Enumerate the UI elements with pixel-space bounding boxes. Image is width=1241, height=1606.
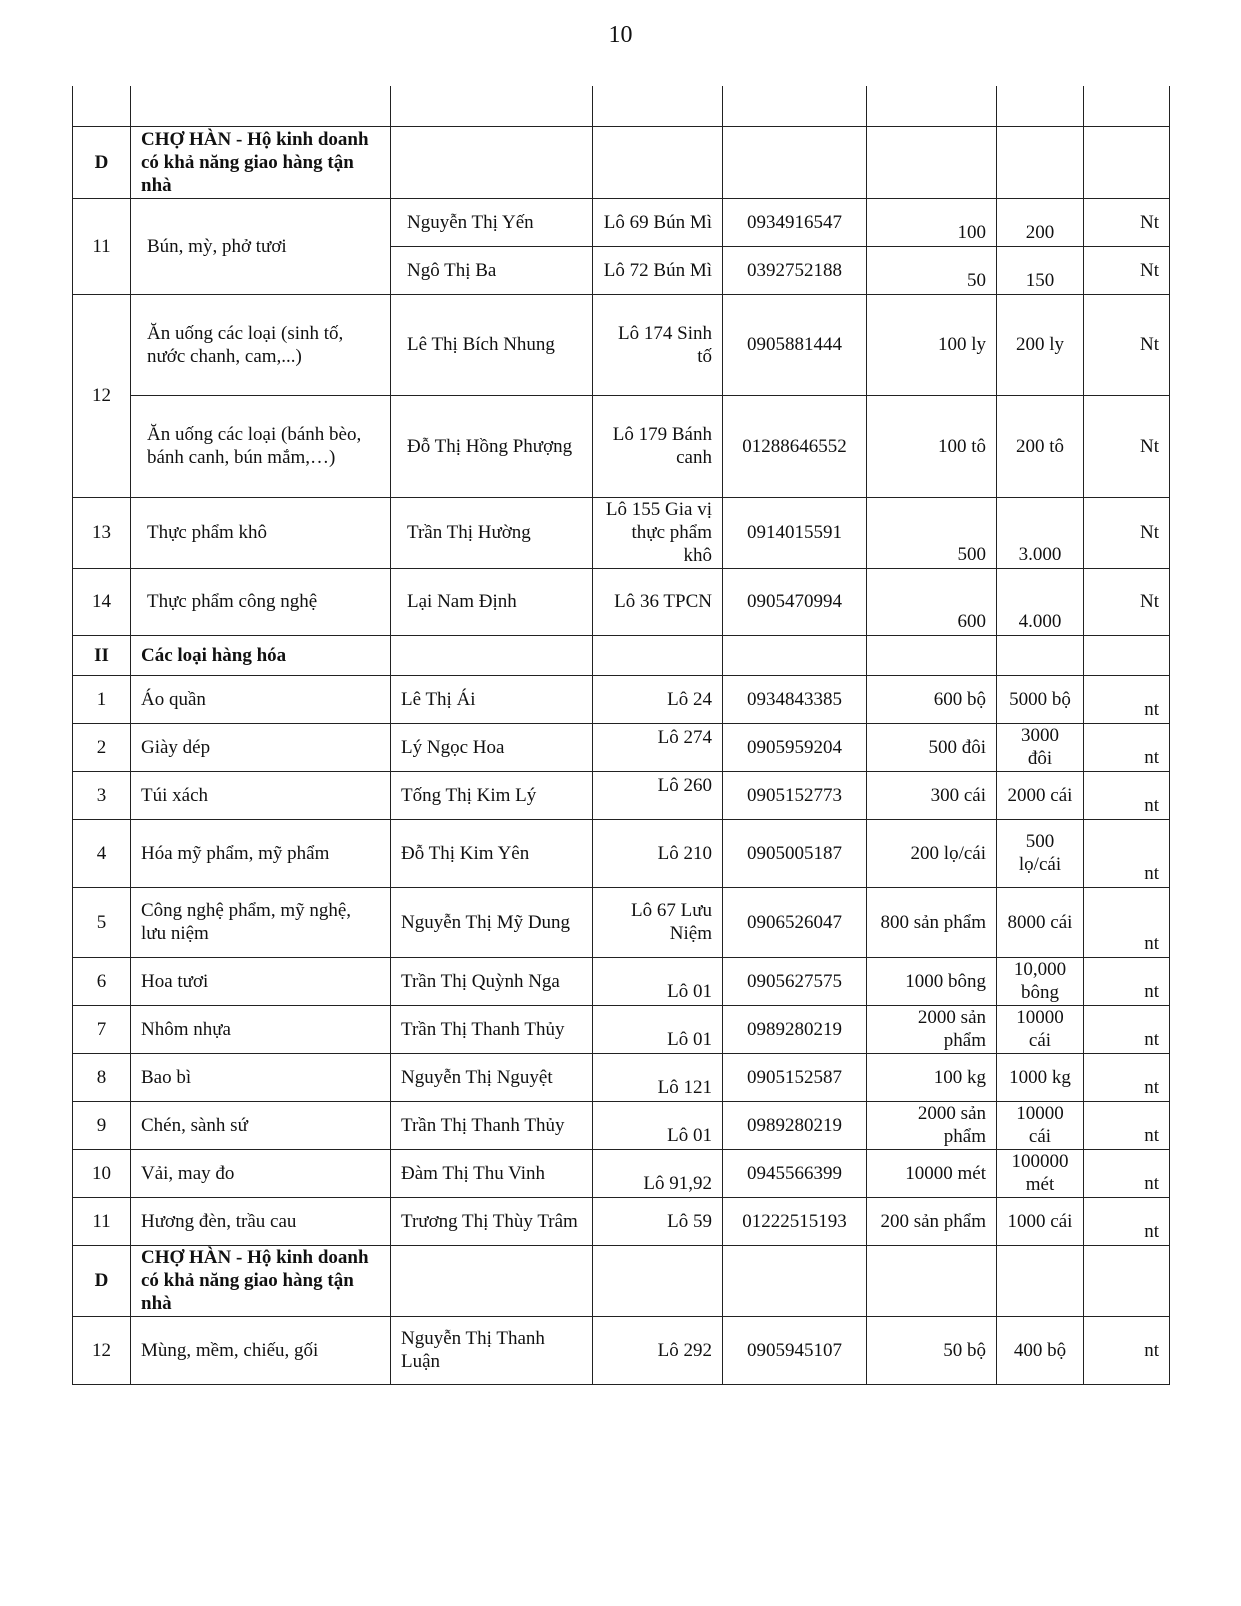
owner-name: Nguyễn Thị Mỹ Dung	[391, 887, 593, 957]
row-number: 1	[73, 675, 131, 723]
note-cell: nt	[1084, 1149, 1170, 1197]
phone-cell: 0905959204	[723, 723, 867, 771]
row-number: 9	[73, 1101, 131, 1149]
row-number: 12	[73, 1316, 131, 1384]
note-cell: nt	[1084, 819, 1170, 887]
owner-name: Tống Thị Kim Lý	[391, 771, 593, 819]
blank-cell	[1084, 126, 1170, 198]
section-title: CHỢ HÀN - Hộ kinh doanh có khả năng giao hàng tận nhà	[131, 126, 391, 198]
lot-cell: Lô 01	[593, 1101, 723, 1149]
table-row	[73, 568, 1170, 635]
owner-name: Nguyễn Thị Thanh Luận	[391, 1316, 593, 1384]
row-number: 6	[73, 957, 131, 1005]
product-cell: Áo quần	[131, 675, 391, 723]
phone-cell: 01222515193	[723, 1197, 867, 1245]
owner-name: Lê Thị Ái	[391, 675, 593, 723]
blank-cell	[723, 635, 867, 675]
note-cell: nt	[1084, 771, 1170, 819]
blank-cell	[391, 635, 593, 675]
goods-rows	[73, 675, 1170, 1245]
qty-normal: 10000 mét	[867, 1149, 997, 1197]
lot-cell: Lô 274	[593, 723, 723, 771]
table-row	[73, 723, 1170, 771]
product-cell: Ăn uống các loại (bánh bèo, bánh canh, bún mắm,…)	[131, 395, 391, 497]
note-cell: nt	[1084, 1053, 1170, 1101]
owner-name: Nguyễn Thị Nguyệt	[391, 1053, 593, 1101]
blank-cell	[593, 126, 723, 198]
product-cell: Mùng, mềm, chiếu, gối	[131, 1316, 391, 1384]
qty-max: 8000 cái	[997, 887, 1084, 957]
product-cell: Hóa mỹ phẩm, mỹ phẩm	[131, 819, 391, 887]
table-row	[73, 771, 1170, 819]
product-cell: Bún, mỳ, phở tươi	[131, 198, 391, 294]
table-row	[73, 819, 1170, 887]
qty-normal: 600 bộ	[867, 675, 997, 723]
blank-cell	[867, 126, 997, 198]
blank-cell	[997, 635, 1084, 675]
lot-cell: Lô 59	[593, 1197, 723, 1245]
qty-max: 5000 bộ	[997, 675, 1084, 723]
blank-cell	[391, 126, 593, 198]
qty-max: 150	[997, 246, 1084, 294]
phone-cell: 01288646552	[723, 395, 867, 497]
qty-normal: 2000 sản phẩm	[867, 1101, 997, 1149]
qty-max: 200 tô	[997, 395, 1084, 497]
lot-cell: Lô 155 Gia vị thực phẩm khô	[593, 497, 723, 568]
table-row	[73, 1149, 1170, 1197]
business-table	[72, 86, 1170, 1385]
lot-cell: Lô 72 Bún Mì	[593, 246, 723, 294]
lot-cell: Lô 67 Lưu Niệm	[593, 887, 723, 957]
note-cell: nt	[1084, 1316, 1170, 1384]
section-title: CHỢ HÀN - Hộ kinh doanh có khả năng giao hàng tận nhà	[131, 1245, 391, 1316]
row-number: 7	[73, 1005, 131, 1053]
row-number: 2	[73, 723, 131, 771]
lot-cell: Lô 210	[593, 819, 723, 887]
phone-cell: 0392752188	[723, 246, 867, 294]
note-cell: Nt	[1084, 395, 1170, 497]
qty-normal: 50	[867, 246, 997, 294]
qty-max: 1000 cái	[997, 1197, 1084, 1245]
owner-name: Đàm Thị Thu Vinh	[391, 1149, 593, 1197]
lot-cell: Lô 121	[593, 1053, 723, 1101]
owner-name: Trần Thị Hường	[391, 497, 593, 568]
blank-cell	[867, 635, 997, 675]
product-cell: Vải, may đo	[131, 1149, 391, 1197]
owner-name: Lý Ngọc Hoa	[391, 723, 593, 771]
blank-cell	[997, 126, 1084, 198]
blank-cell	[1084, 635, 1170, 675]
owner-name: Trương Thị Thùy Trâm	[391, 1197, 593, 1245]
blank-cell	[867, 86, 997, 126]
qty-normal: 1000 bông	[867, 957, 997, 1005]
owner-name: Ngô Thị Ba	[391, 246, 593, 294]
phone-cell: 0905627575	[723, 957, 867, 1005]
product-cell: Nhôm nhựa	[131, 1005, 391, 1053]
lot-cell: Lô 24	[593, 675, 723, 723]
section-code: D	[73, 1245, 131, 1316]
row-number: 4	[73, 819, 131, 887]
qty-max: 2000 cái	[997, 771, 1084, 819]
product-cell: Hoa tươi	[131, 957, 391, 1005]
table-row	[73, 294, 1170, 395]
section-title: Các loại hàng hóa	[131, 635, 391, 675]
table-row	[73, 395, 1170, 497]
blank-cell	[73, 86, 131, 126]
table-row	[73, 1101, 1170, 1149]
table-row	[73, 1197, 1170, 1245]
table-row	[73, 497, 1170, 568]
blank-cell	[723, 126, 867, 198]
lot-cell: Lô 260	[593, 771, 723, 819]
note-cell: nt	[1084, 957, 1170, 1005]
table-row-top-blank	[73, 86, 1170, 126]
qty-normal: 500 đôi	[867, 723, 997, 771]
phone-cell: 0905881444	[723, 294, 867, 395]
note-cell: Nt	[1084, 246, 1170, 294]
qty-max: 3000 đôi	[997, 723, 1084, 771]
blank-cell	[593, 86, 723, 126]
table-row	[73, 675, 1170, 723]
lot-cell: Lô 36 TPCN	[593, 568, 723, 635]
qty-normal: 800 sản phẩm	[867, 887, 997, 957]
page-number: 10	[608, 22, 633, 48]
note-cell: nt	[1084, 1005, 1170, 1053]
qty-max: 10000 cái	[997, 1101, 1084, 1149]
phone-cell: 0989280219	[723, 1005, 867, 1053]
table-row-section-d	[73, 126, 1170, 198]
row-number: 3	[73, 771, 131, 819]
section-code: II	[73, 635, 131, 675]
note-cell: Nt	[1084, 198, 1170, 246]
qty-normal: 300 cái	[867, 771, 997, 819]
table-row-section-ii	[73, 635, 1170, 675]
product-cell: Bao bì	[131, 1053, 391, 1101]
product-cell: Hương đèn, trầu cau	[131, 1197, 391, 1245]
blank-cell	[723, 1245, 867, 1316]
blank-cell	[391, 86, 593, 126]
note-cell: nt	[1084, 1197, 1170, 1245]
row-number: 8	[73, 1053, 131, 1101]
table-row	[73, 198, 1170, 246]
owner-name: Trần Thị Thanh Thủy	[391, 1101, 593, 1149]
qty-max: 10000 cái	[997, 1005, 1084, 1053]
note-cell: nt	[1084, 675, 1170, 723]
qty-max: 1000 kg	[997, 1053, 1084, 1101]
phone-cell: 0989280219	[723, 1101, 867, 1149]
lot-cell: Lô 01	[593, 957, 723, 1005]
table-row	[73, 1316, 1170, 1384]
qty-normal: 100 tô	[867, 395, 997, 497]
owner-name: Đỗ Thị Kim Yên	[391, 819, 593, 887]
owner-name: Đỗ Thị Hồng Phượng	[391, 395, 593, 497]
qty-normal: 600	[867, 568, 997, 635]
row-number: 14	[73, 568, 131, 635]
lot-cell: Lô 179 Bánh canh	[593, 395, 723, 497]
note-cell: Nt	[1084, 294, 1170, 395]
row-number: 11	[73, 198, 131, 294]
row-number: 13	[73, 497, 131, 568]
phone-cell: 0934916547	[723, 198, 867, 246]
blank-cell	[867, 1245, 997, 1316]
owner-name: Trần Thị Quỳnh Nga	[391, 957, 593, 1005]
phone-cell: 0905152773	[723, 771, 867, 819]
table-row	[73, 957, 1170, 1005]
product-cell: Ăn uống các loại (sinh tố, nước chanh, cam,...)	[131, 294, 391, 395]
owner-name: Nguyễn Thị Yến	[391, 198, 593, 246]
section-code: D	[73, 126, 131, 198]
qty-max: 400 bộ	[997, 1316, 1084, 1384]
table-row-section-d	[73, 1245, 1170, 1316]
qty-max: 100000 mét	[997, 1149, 1084, 1197]
qty-normal: 100 ly	[867, 294, 997, 395]
qty-max: 500 lọ/cái	[997, 819, 1084, 887]
note-cell: nt	[1084, 1101, 1170, 1149]
product-cell: Túi xách	[131, 771, 391, 819]
lot-cell: Lô 174 Sinh tố	[593, 294, 723, 395]
product-cell: Chén, sành sứ	[131, 1101, 391, 1149]
product-cell: Thực phẩm công nghệ	[131, 568, 391, 635]
qty-max: 3.000	[997, 497, 1084, 568]
phone-cell: 0914015591	[723, 497, 867, 568]
blank-cell	[723, 86, 867, 126]
note-cell: nt	[1084, 887, 1170, 957]
product-cell: Thực phẩm khô	[131, 497, 391, 568]
phone-cell: 0906526047	[723, 887, 867, 957]
phone-cell: 0905152587	[723, 1053, 867, 1101]
qty-normal: 2000 sản phẩm	[867, 1005, 997, 1053]
phone-cell: 0934843385	[723, 675, 867, 723]
qty-normal: 100 kg	[867, 1053, 997, 1101]
note-cell: Nt	[1084, 497, 1170, 568]
qty-normal: 200 sản phẩm	[867, 1197, 997, 1245]
phone-cell: 0905470994	[723, 568, 867, 635]
phone-cell: 0905005187	[723, 819, 867, 887]
table-row	[73, 887, 1170, 957]
blank-cell	[997, 1245, 1084, 1316]
blank-cell	[1084, 86, 1170, 126]
lot-cell: Lô 91,92	[593, 1149, 723, 1197]
note-cell: Nt	[1084, 568, 1170, 635]
blank-cell	[593, 1245, 723, 1316]
product-cell: Công nghệ phẩm, mỹ nghệ, lưu niệm	[131, 887, 391, 957]
blank-cell	[997, 86, 1084, 126]
qty-normal: 200 lọ/cái	[867, 819, 997, 887]
qty-normal: 50 bộ	[867, 1316, 997, 1384]
lot-cell: Lô 69 Bún Mì	[593, 198, 723, 246]
blank-cell	[1084, 1245, 1170, 1316]
qty-normal: 100	[867, 198, 997, 246]
blank-cell	[593, 635, 723, 675]
qty-max: 200 ly	[997, 294, 1084, 395]
owner-name: Lê Thị Bích Nhung	[391, 294, 593, 395]
owner-name: Lại Nam Định	[391, 568, 593, 635]
row-number: 10	[73, 1149, 131, 1197]
row-number: 12	[73, 294, 131, 497]
lot-cell: Lô 01	[593, 1005, 723, 1053]
table-row	[73, 1053, 1170, 1101]
qty-normal: 500	[867, 497, 997, 568]
qty-max: 10,000 bông	[997, 957, 1084, 1005]
table-row	[73, 1005, 1170, 1053]
blank-cell	[391, 1245, 593, 1316]
blank-cell	[131, 86, 391, 126]
product-cell: Giày dép	[131, 723, 391, 771]
lot-cell: Lô 292	[593, 1316, 723, 1384]
row-number: 11	[73, 1197, 131, 1245]
note-cell: nt	[1084, 723, 1170, 771]
phone-cell: 0945566399	[723, 1149, 867, 1197]
qty-max: 4.000	[997, 568, 1084, 635]
owner-name: Trần Thị Thanh Thủy	[391, 1005, 593, 1053]
row-number: 5	[73, 887, 131, 957]
qty-max: 200	[997, 198, 1084, 246]
phone-cell: 0905945107	[723, 1316, 867, 1384]
